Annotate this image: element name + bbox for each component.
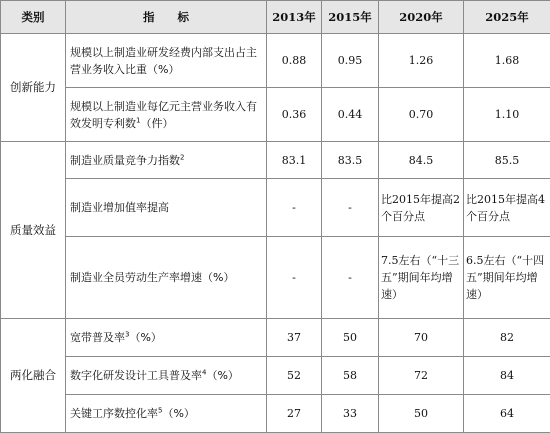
value-2020: 比2015年提高2个百分点: [379, 179, 464, 237]
value-2020: 1.26: [379, 34, 464, 88]
value-2020: 0.70: [379, 88, 464, 142]
value-2015: 0.44: [322, 88, 379, 142]
value-2020: 50: [379, 395, 464, 433]
table-row: [1, 142, 550, 179]
indicator-cell: 制造业全员劳动生产率增速（%）: [66, 237, 267, 319]
indicator-cell: 制造业增加值率提高: [66, 179, 267, 237]
value-2015: -: [322, 237, 379, 319]
header-category: 类别: [1, 1, 66, 34]
value-2025: 6.5左右（“十四五”期间年均增速）: [464, 237, 550, 319]
value-2020: 70: [379, 319, 464, 357]
table-row: [1, 179, 550, 237]
value-2015: 50: [322, 319, 379, 357]
value-2013: 0.36: [267, 88, 322, 142]
value-2025: 85.5: [464, 142, 550, 179]
indicator-cell: 数字化研发设计工具普及率$^4$（%）: [66, 357, 267, 395]
indicator-cell: 规模以上制造业每亿元主营业务收入有效发明专利数$^1$（件）: [66, 88, 267, 142]
indicator-cell: 规模以上制造业研发经费内部支出占主营业务收入比重（%）: [66, 34, 267, 88]
header-indicator: 指 标: [66, 1, 267, 34]
value-2025: 84: [464, 357, 550, 395]
value-2013: 0.88: [267, 34, 322, 88]
value-2025: 比2015年提高4个百分点: [464, 179, 550, 237]
header-2013: 2013年: [267, 1, 322, 34]
value-2025: 64: [464, 395, 550, 433]
value-2015: 83.5: [322, 142, 379, 179]
table-row: [1, 395, 550, 433]
value-2025: 1.10: [464, 88, 550, 142]
table-row: [1, 319, 550, 357]
category-cell: 质量效益: [1, 142, 66, 319]
value-2013: 52: [267, 357, 322, 395]
value-2015: 0.95: [322, 34, 379, 88]
value-2013: 27: [267, 395, 322, 433]
indicator-cell: 宽带普及率$^3$（%）: [66, 319, 267, 357]
value-2020: 7.5左右（“十三五”期间年均增速）: [379, 237, 464, 319]
table-row: [1, 34, 550, 88]
header-row: [1, 1, 550, 34]
value-2015: -: [322, 179, 379, 237]
value-2013: -: [267, 237, 322, 319]
value-2015: 58: [322, 357, 379, 395]
header-2015: 2015年: [322, 1, 379, 34]
value-2025: 1.68: [464, 34, 550, 88]
value-2020: 72: [379, 357, 464, 395]
table-row: [1, 88, 550, 142]
value-2013: -: [267, 179, 322, 237]
table-row: [1, 357, 550, 395]
header-2020: 2020年: [379, 1, 464, 34]
header-2025: 2025年: [464, 1, 550, 34]
table-row: [1, 237, 550, 319]
value-2015: 33: [322, 395, 379, 433]
category-cell: 创新能力: [1, 34, 66, 142]
indicator-cell: 制造业质量竞争力指数$^2$: [66, 142, 267, 179]
category-cell: 两化融合: [1, 319, 66, 433]
value-2013: 37: [267, 319, 322, 357]
indicator-cell: 关键工序数控化率$^5$（%）: [66, 395, 267, 433]
value-2013: 83.1: [267, 142, 322, 179]
value-2020: 84.5: [379, 142, 464, 179]
value-2025: 82: [464, 319, 550, 357]
